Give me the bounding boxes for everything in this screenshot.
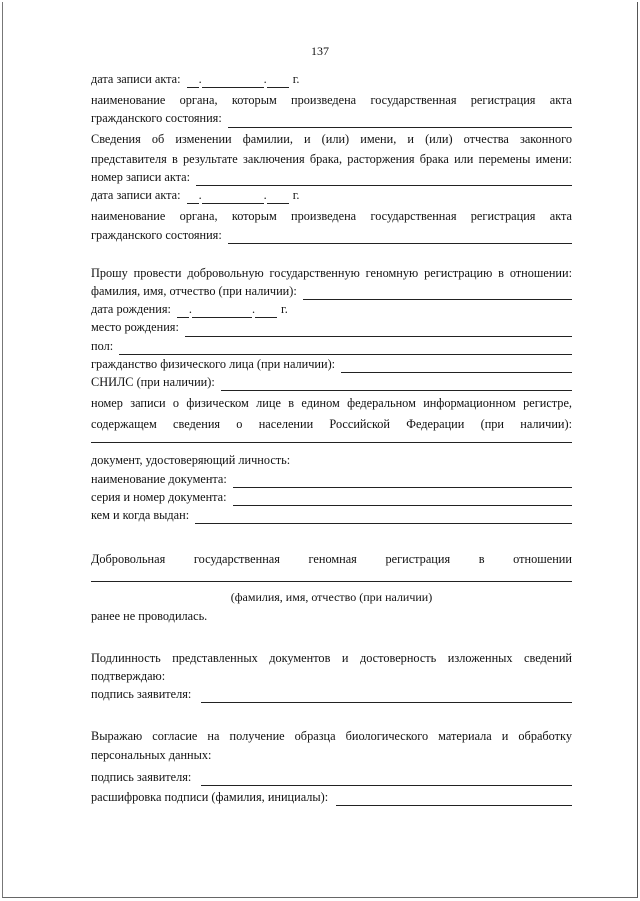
birth-place-row: [91, 318, 572, 336]
voluntary-fio-field[interactable]: [91, 568, 572, 582]
fio-field[interactable]: [303, 286, 572, 300]
organ-field-2[interactable]: [228, 230, 572, 244]
year-suffix: г.: [292, 71, 300, 86]
not-done-text: [91, 607, 572, 625]
word: геномная: [308, 552, 357, 567]
act-date-row: дата записи акта: . . г.: [91, 70, 572, 88]
act-date-month-field-2[interactable]: [202, 190, 264, 204]
confirm-text-line-2: [91, 667, 572, 685]
voluntary-text-line: [91, 550, 572, 568]
doc-series-field[interactable]: [233, 492, 572, 506]
doc-series-row: [91, 488, 572, 506]
citizenship-field[interactable]: [341, 359, 572, 373]
change-text-line-1: Сведения об изменении фамилии, и (или) имени, и (или) отчества законного: [91, 131, 572, 146]
organ-label-2: гражданского состояния:: [91, 227, 222, 242]
consent-text-line-2: [91, 746, 572, 764]
decode-row: [91, 788, 572, 806]
birth-day-field[interactable]: [177, 304, 189, 318]
change-text-line-2: представителя в результате заключения брака, расторжения брака или перемены имени:: [91, 151, 572, 166]
act-number-field[interactable]: [196, 172, 572, 186]
snils-label: СНИЛС (при наличии):: [91, 374, 215, 389]
issued-label: кем и когда выдан:: [91, 508, 190, 523]
signature-label-2: подпись заявителя:: [91, 769, 192, 784]
form-content: [91, 70, 572, 806]
doc-name-label: наименование документа:: [91, 471, 227, 486]
decode-label: расшифровка подписи (фамилия, инициалы):: [91, 789, 329, 804]
year-suffix-2: г.: [292, 188, 300, 203]
doc-name-field[interactable]: [233, 474, 572, 488]
signature-field-2[interactable]: [201, 772, 572, 786]
issued-row: [91, 506, 572, 524]
consent-label: персональных данных:: [91, 747, 212, 762]
fio-label: фамилия, имя, отчество (при наличии):: [91, 283, 297, 298]
word: в: [478, 552, 485, 567]
birth-date-row: дата рождения: . . г.: [91, 300, 572, 318]
request-text: Прошу провести добровольную государственную геномную регистрацию в отношении:: [91, 265, 572, 280]
birth-place-field[interactable]: [185, 323, 572, 337]
confirm-text-line-1: Подлинность представленных документов и достоверность изложенных сведений: [91, 650, 572, 665]
confirm-label: подтверждаю:: [91, 669, 166, 683]
act-number-row: [91, 168, 572, 186]
voluntary-fio-row: [91, 568, 572, 582]
issued-field[interactable]: [195, 510, 572, 524]
sex-field[interactable]: [119, 341, 572, 355]
sex-row: [91, 337, 572, 355]
birth-month-field[interactable]: [192, 304, 252, 318]
snils-row: [91, 373, 572, 391]
act-number-label: номер записи акта:: [91, 169, 191, 184]
consent-text-line-1: Выражаю согласие на получение образца биологического материала и обработку: [91, 729, 572, 744]
doc-label-row: [91, 451, 572, 469]
act-date-year-field-2[interactable]: [267, 190, 289, 204]
snils-field[interactable]: [221, 377, 572, 391]
organ-row-2: [91, 226, 572, 244]
birth-year-field[interactable]: [255, 304, 277, 318]
page-number: 137: [311, 44, 329, 58]
doc-name-row: [91, 470, 572, 488]
citizenship-label: гражданство физического лица (при наличии):: [91, 356, 336, 371]
organ-row: [91, 109, 572, 127]
signature-row-2: [91, 768, 572, 786]
act-date-day-field[interactable]: [187, 74, 199, 88]
signature-field[interactable]: [201, 689, 572, 703]
doc-series-label: серия и номер документа:: [91, 489, 227, 504]
word: регистрация: [385, 552, 451, 567]
organ-field[interactable]: [228, 114, 572, 128]
organ-label-line: наименование органа, которым произведена государственная регистрация акта: [91, 93, 572, 108]
act-date-year-field[interactable]: [267, 74, 289, 88]
word: отношении: [513, 552, 572, 567]
doc-label: документ, удостоверяющий личность:: [91, 453, 291, 468]
act-date-month-field[interactable]: [202, 74, 264, 88]
act-date-label-2: дата записи акта:: [91, 188, 181, 203]
year-suffix-3: г.: [281, 302, 288, 317]
fio-row: [91, 282, 572, 300]
birth-date-label: дата рождения:: [91, 302, 171, 317]
organ-label-line-2: наименование органа, которым произведена государственная регистрация акта: [91, 209, 572, 224]
sex-label: пол:: [91, 338, 114, 353]
word: государственная: [193, 552, 280, 567]
not-done-label: ранее не проводилась.: [91, 608, 208, 623]
register-text-line-2: содержащем сведения о населении Российской Федерации (при наличии):: [91, 417, 572, 432]
register-field[interactable]: [91, 429, 572, 443]
act-date-row-2: дата записи акта: . . г.: [91, 186, 572, 204]
register-text-line-1: номер записи о физическом лице в едином федеральном информационном регистре,: [91, 396, 572, 411]
act-date-day-field-2[interactable]: [187, 190, 199, 204]
register-row: [91, 433, 572, 443]
act-date-label: дата записи акта:: [91, 71, 181, 86]
signature-row: [91, 685, 572, 703]
decode-field[interactable]: [336, 792, 572, 806]
birth-place-label: место рождения:: [91, 320, 179, 335]
signature-label: подпись заявителя:: [91, 687, 192, 702]
organ-label: гражданского состояния:: [91, 111, 222, 126]
word: Добровольная: [91, 552, 166, 567]
citizenship-row: [91, 355, 572, 373]
fio-caption: (фамилия, имя, отчество (при наличии): [230, 590, 433, 605]
